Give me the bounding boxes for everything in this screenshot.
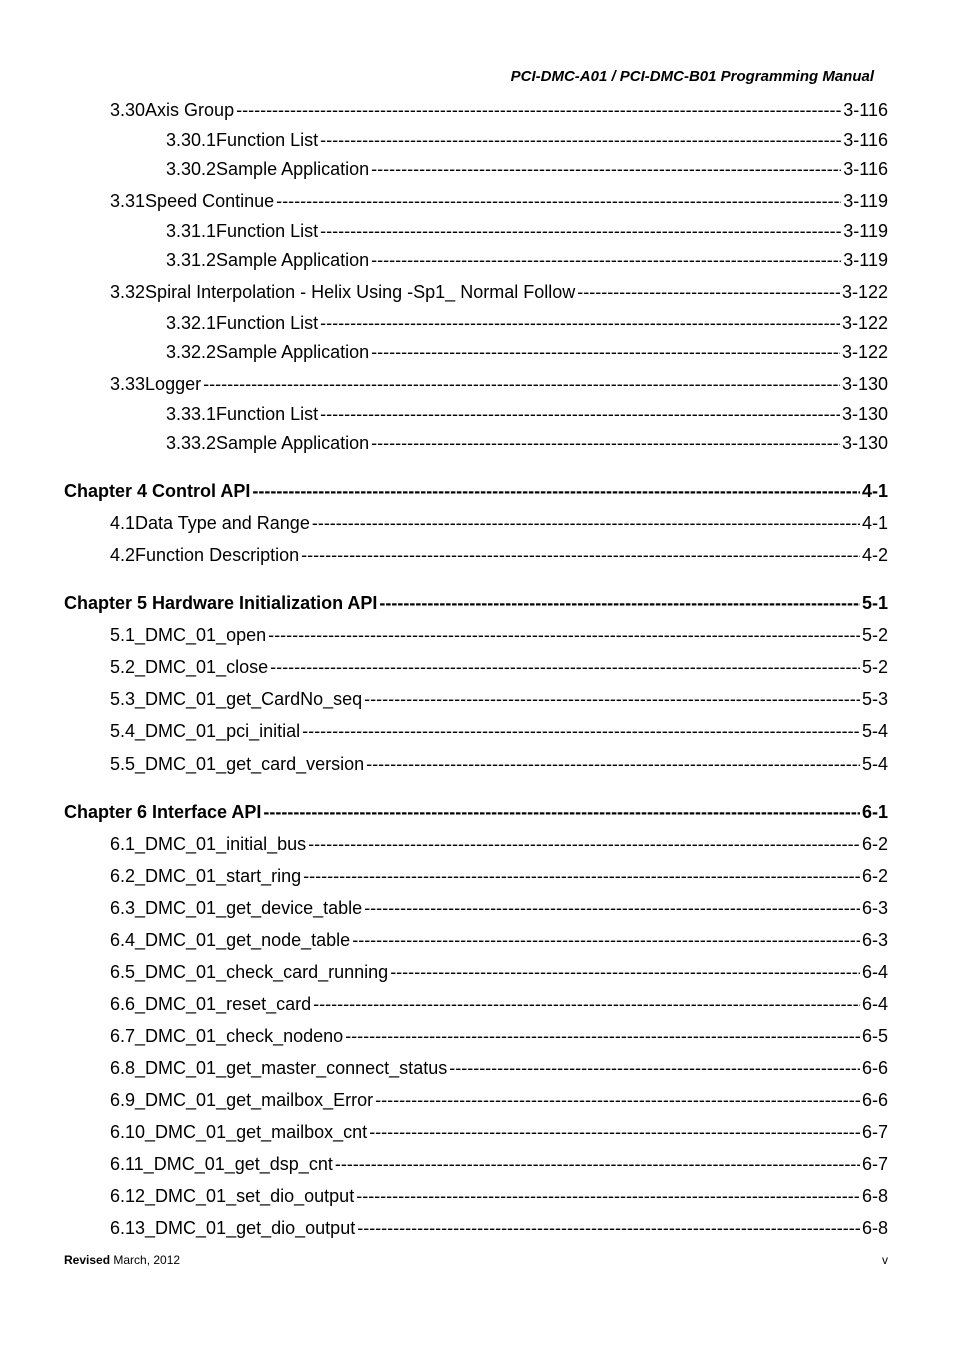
toc-entry-title: _DMC_01_get_card_version (135, 754, 365, 774)
toc-entry-page: 3-119 (843, 221, 888, 241)
toc-entry-number: 6.4 (110, 930, 136, 950)
toc-entry[interactable] (166, 130, 888, 151)
toc-entry-title: Sample Application (216, 342, 370, 362)
toc-entry-number: 5.5 (110, 754, 136, 774)
toc-entry-page: 3-116 (843, 130, 888, 150)
toc-entry[interactable] (110, 1026, 888, 1047)
toc-entry-number: 6.10 (110, 1122, 146, 1142)
toc-dot-leader (303, 866, 860, 887)
toc-dot-leader (352, 930, 860, 951)
toc-entry-number: 6.13 (110, 1218, 146, 1238)
toc-entry-title: Chapter 4 Control API (64, 481, 251, 501)
toc-dot-leader (302, 721, 860, 742)
toc-entry-number: 5.4 (110, 721, 136, 741)
toc-entry[interactable] (166, 433, 888, 454)
toc-entry-title: _DMC_01_initial_bus (135, 834, 307, 854)
toc-entry-title: Sample Application (216, 159, 370, 179)
toc-entry-number: 3.32 (110, 282, 146, 302)
toc-entry[interactable] (110, 834, 888, 855)
toc-entry-title: _DMC_01_pci_initial (135, 721, 301, 741)
toc-entry-number: 3.31.2 (166, 250, 217, 270)
toc-entry-page: 6-8 (861, 1186, 888, 1206)
toc-entry-page: 6-6 (861, 1058, 888, 1078)
toc-entry-page: 6-3 (861, 930, 888, 950)
toc-entry-number: 3.31 (110, 191, 146, 211)
toc-entry-title: Spiral Interpolation - Helix Using -Sp1_ Normal Follow (145, 282, 576, 302)
toc-dot-leader (369, 1122, 860, 1143)
toc-entry-number: 6.1 (110, 834, 136, 854)
toc-entry-title: _DMC_01_close (135, 657, 269, 677)
toc-entry[interactable] (110, 754, 888, 775)
toc-dot-leader (320, 130, 841, 151)
toc-entry-page: 6-2 (861, 866, 888, 886)
footer-page-number: v (882, 1253, 888, 1267)
toc-entry[interactable] (110, 1218, 888, 1239)
toc-dot-leader (320, 313, 840, 334)
toc-entry[interactable] (110, 374, 888, 395)
toc-entry[interactable] (166, 313, 888, 334)
toc-dot-leader (268, 625, 860, 646)
toc-entry-title: Axis Group (145, 100, 235, 120)
toc-dot-leader (371, 250, 841, 271)
toc-entry-title: _DMC_01_set_dio_output (145, 1186, 355, 1206)
toc-entry[interactable] (110, 625, 888, 646)
toc-entry-number: 6.8 (110, 1058, 136, 1078)
toc-entry-page: 5-3 (861, 689, 888, 709)
toc-dot-leader (301, 545, 860, 566)
toc-entry-number: 4.2 (110, 545, 136, 565)
toc-entry-title: _DMC_01_get_mailbox_Error (135, 1090, 374, 1110)
toc-dot-leader (312, 513, 860, 534)
toc-entry-page: 4-1 (861, 481, 888, 501)
toc-entry-page: 6-3 (861, 898, 888, 918)
toc-dot-leader (320, 221, 841, 242)
toc-entry-page: 3-130 (841, 404, 888, 424)
toc-entry-page: 4-2 (861, 545, 888, 565)
toc-dot-leader (375, 1090, 860, 1111)
toc-entry-title: _DMC_01_get_master_connect_status (135, 1058, 448, 1078)
toc-entry-title: Sample Application (216, 433, 370, 453)
toc-dot-leader (577, 282, 840, 303)
toc-entry-number: 3.32.1 (166, 313, 217, 333)
toc-entry-number: 4.1 (110, 513, 136, 533)
toc-entry-page: 4-1 (861, 513, 888, 533)
toc-entry[interactable] (110, 545, 888, 566)
toc-dot-leader (236, 100, 841, 121)
toc-entry-number: 3.33 (110, 374, 146, 394)
toc-entry-title: _DMC_01_get_dsp_cnt (143, 1154, 333, 1174)
toc-entry-page: 3-122 (841, 282, 888, 302)
toc-entry-number: 3.31.1 (166, 221, 217, 241)
toc-entry[interactable] (110, 994, 888, 1015)
toc-dot-leader (345, 1026, 860, 1047)
toc-entry-number: 5.3 (110, 689, 136, 709)
toc-entry[interactable] (110, 689, 888, 710)
toc-entry[interactable] (110, 1090, 888, 1111)
toc-entry[interactable] (110, 1058, 888, 1079)
toc-entry-title: Function List (216, 130, 319, 150)
toc-dot-leader (379, 593, 860, 614)
toc-entry-title: Chapter 6 Interface API (64, 802, 262, 822)
toc-entry-number: 5.2 (110, 657, 136, 677)
toc-entry[interactable] (110, 282, 888, 303)
toc-entry-number: 5.1 (110, 625, 136, 645)
toc-entry-number: 6.6 (110, 994, 136, 1014)
toc-entry-number: 3.32.2 (166, 342, 217, 362)
toc-entry[interactable] (110, 100, 888, 121)
toc-dot-leader (263, 802, 860, 823)
toc-entry[interactable] (166, 250, 888, 271)
toc-entry-page: 3-116 (843, 159, 888, 179)
toc-dot-leader (364, 898, 860, 919)
toc-entry[interactable] (166, 159, 888, 180)
footer-revision (64, 1253, 180, 1267)
footer-revised-label: Revised (64, 1253, 111, 1267)
toc-entry-title: Function List (216, 313, 319, 333)
toc-entry-number: 6.7 (110, 1026, 136, 1046)
toc-entry[interactable] (166, 221, 888, 242)
toc-dot-leader (203, 374, 840, 395)
toc-entry[interactable] (110, 513, 888, 534)
toc-entry[interactable] (110, 721, 888, 742)
toc-entry-title: _DMC_01_start_ring (135, 866, 302, 886)
toc-entry-title: _DMC_01_get_node_table (135, 930, 351, 950)
toc-entry-number: 3.33.1 (166, 404, 217, 424)
toc-entry[interactable] (110, 1122, 888, 1143)
toc-entry-page: 3-122 (841, 313, 888, 333)
toc-entry-number: 6.2 (110, 866, 136, 886)
toc-entry-title: _DMC_01_check_card_running (135, 962, 389, 982)
toc-entry-number: 3.33.2 (166, 433, 217, 453)
toc-entry-number: 3.30.1 (166, 130, 217, 150)
toc-entry-number: 6.9 (110, 1090, 136, 1110)
toc-entry[interactable] (110, 898, 888, 919)
toc-entry-title: _DMC_01_get_dio_output (145, 1218, 356, 1238)
toc-entry-page: 5-4 (861, 754, 888, 774)
toc-entry-number: 3.30.2 (166, 159, 217, 179)
toc-entry-page: 3-119 (843, 191, 888, 211)
toc-entry-page: 6-5 (861, 1026, 888, 1046)
toc-entry-title: _DMC_01_get_CardNo_seq (135, 689, 363, 709)
toc-dot-leader (371, 433, 840, 454)
toc-entry-page: 5-2 (861, 625, 888, 645)
toc-entry-title: _DMC_01_get_device_table (135, 898, 363, 918)
toc-entry[interactable] (166, 404, 888, 425)
toc-entry-page: 3-116 (843, 100, 888, 120)
footer-revised-date: March, 2012 (113, 1253, 181, 1267)
toc-entry[interactable] (110, 191, 888, 212)
toc-dot-leader (270, 657, 860, 678)
toc-dot-leader (308, 834, 860, 855)
toc-entry-page: 6-7 (861, 1122, 888, 1142)
toc-chapter-entry[interactable] (64, 802, 888, 823)
toc-entry-title: Function Description (135, 545, 300, 565)
toc-entry-page: 6-7 (861, 1154, 888, 1174)
toc-entry[interactable] (110, 657, 888, 678)
toc-dot-leader (313, 994, 860, 1015)
toc-entry-page: 6-4 (861, 994, 888, 1014)
toc-dot-leader (371, 342, 840, 363)
toc-entry-page: 6-8 (861, 1218, 888, 1238)
toc-dot-leader (252, 481, 860, 502)
toc-entry[interactable] (110, 1186, 888, 1207)
toc-entry[interactable] (110, 866, 888, 887)
toc-dot-leader (371, 159, 841, 180)
toc-dot-leader (276, 191, 841, 212)
toc-dot-leader (390, 962, 860, 983)
toc-entry-title: Chapter 5 Hardware Initialization API (64, 593, 378, 613)
toc-entry-title: Data Type and Range (135, 513, 310, 533)
toc-entry-title: _DMC_01_get_mailbox_cnt (145, 1122, 368, 1142)
toc-entry-title: Speed Continue (145, 191, 275, 211)
toc-dot-leader (356, 1186, 860, 1207)
toc-entry-page: 5-2 (861, 657, 888, 677)
toc-entry-title: Function List (216, 404, 319, 424)
toc-dot-leader (335, 1154, 860, 1175)
toc-entry-page: 3-122 (841, 342, 888, 362)
toc-dot-leader (366, 754, 860, 775)
toc-entry[interactable] (110, 930, 888, 951)
toc-entry-title: Sample Application (216, 250, 370, 270)
toc-entry-page: 3-130 (841, 433, 888, 453)
toc-entry-number: 6.12 (110, 1186, 146, 1206)
toc-entry-number: 6.11 (110, 1154, 144, 1174)
toc-entry-page: 5-1 (861, 593, 888, 613)
toc-entry-page: 6-2 (861, 834, 888, 854)
page-header-title: PCI-DMC-A01 / PCI-DMC-B01 Programming Manual (510, 68, 874, 85)
toc-dot-leader (320, 404, 840, 425)
toc-entry-number: 6.5 (110, 962, 136, 982)
toc-entry-page: 6-6 (861, 1090, 888, 1110)
toc-entry-title: Logger (145, 374, 202, 394)
toc-entry-page: 6-1 (861, 802, 888, 822)
toc-dot-leader (357, 1218, 860, 1239)
toc-entry-page: 3-119 (843, 250, 888, 270)
toc-entry-title: _DMC_01_check_nodeno (135, 1026, 344, 1046)
toc-chapter-entry[interactable] (64, 593, 888, 614)
toc-entry-title: _DMC_01_open (135, 625, 267, 645)
toc-entry-number: 6.3 (110, 898, 136, 918)
toc-entry[interactable] (110, 1154, 888, 1175)
toc-entry-page: 5-4 (861, 721, 888, 741)
toc-entry-title: Function List (216, 221, 319, 241)
toc-entry-number: 3.30 (110, 100, 146, 120)
toc-entry-page: 6-4 (861, 962, 888, 982)
toc-chapter-entry[interactable] (64, 481, 888, 502)
toc-dot-leader (364, 689, 860, 710)
toc-entry[interactable] (110, 962, 888, 983)
toc-entry-page: 3-130 (841, 374, 888, 394)
toc-dot-leader (449, 1058, 860, 1079)
toc-entry-title: _DMC_01_reset_card (135, 994, 312, 1014)
toc-entry[interactable] (166, 342, 888, 363)
